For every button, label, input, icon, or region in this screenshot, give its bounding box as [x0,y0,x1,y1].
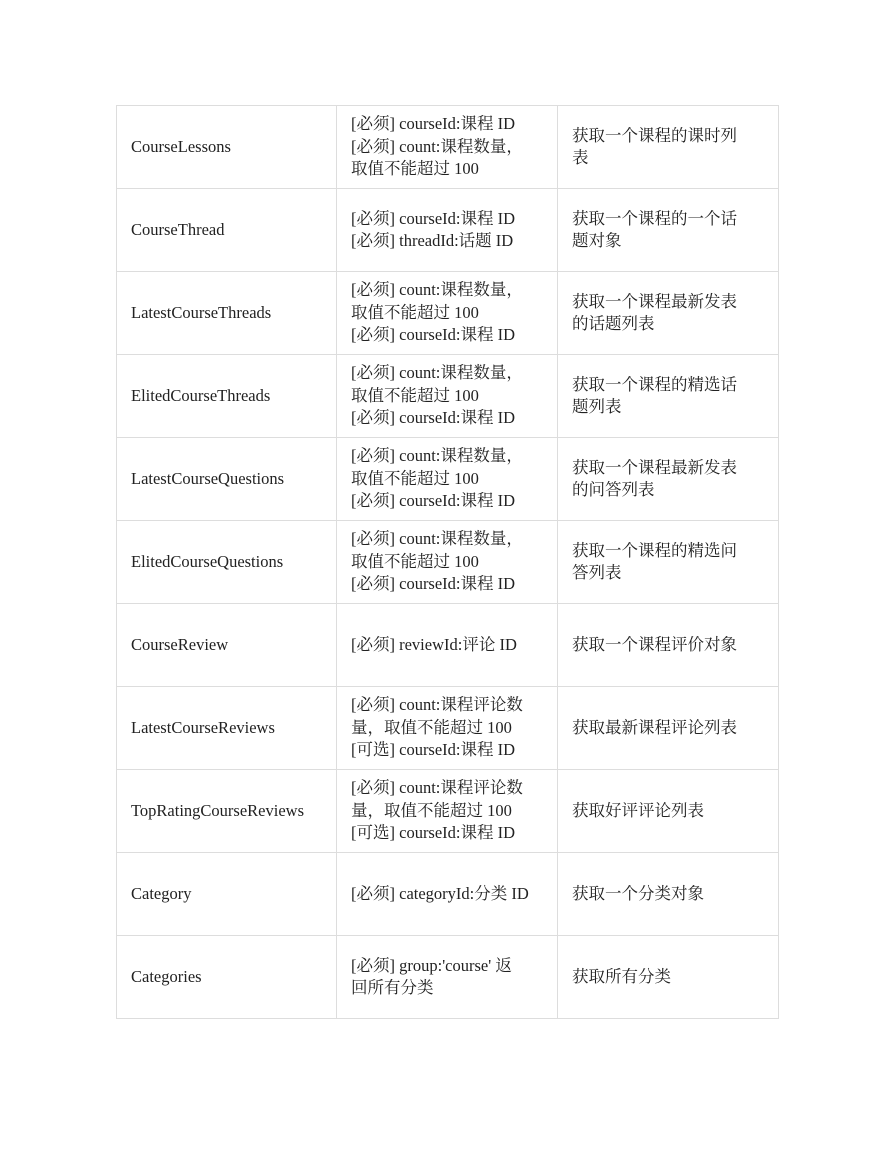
param-line: [必须] courseId:课程 ID [351,208,516,228]
table-row [117,355,779,438]
param-line: [可选] courseId:课程 ID [351,740,516,760]
api-name-cell [117,521,337,604]
table-row [117,106,779,189]
description-line: 获取一个课程的课时列 [572,125,737,145]
description-line: 表 [572,148,589,167]
description-line: 获取一个课程的精选话 [572,374,737,394]
api-name-cell [117,438,337,521]
table-row [117,521,779,604]
description-line: 获取一个课程最新发表 [572,291,737,311]
table-row [117,936,779,1019]
api-name: ElitedCourseQuestions [131,551,284,571]
param-line: [必须] count:课程数量， [351,136,523,156]
param-line: [必须] courseId:课程 ID [351,408,516,428]
description-cell [558,106,779,189]
api-name: Categories [131,966,202,986]
table-row [117,438,779,521]
description-line: 的话题列表 [572,314,655,333]
api-name-cell [117,604,337,687]
params-cell [337,770,558,853]
param-line: [必须] count:课程数量， [351,363,523,383]
param-line: [必须] group:'course' 返 [351,955,512,975]
params-cell [337,853,558,936]
description-line: 获取最新课程评论列表 [572,717,737,737]
description-cell [558,438,779,521]
param-line: [必须] courseId:课程 ID [351,114,516,134]
param-line: [必须] count:课程数量， [351,529,523,549]
description-cell [558,687,779,770]
api-name: TopRatingCourseReviews [131,800,304,820]
api-name: LatestCourseReviews [131,717,275,737]
param-line: 取值不能超过 100 [351,551,479,571]
param-line: 取值不能超过 100 [351,468,479,488]
table-row [117,272,779,355]
description-line: 获取好评评论列表 [572,800,704,820]
params-cell [337,272,558,355]
api-name-cell [117,770,337,853]
description-line: 题列表 [572,397,622,416]
description-line: 获取一个课程最新发表 [572,457,737,477]
param-line: 量，取值不能超过 100 [351,717,512,737]
api-name-cell [117,355,337,438]
description-cell [558,355,779,438]
params-cell [337,189,558,272]
description-line: 答列表 [572,563,622,582]
description-cell [558,521,779,604]
params-cell [337,438,558,521]
description-cell [558,936,779,1019]
api-name: CourseLessons [131,136,231,156]
param-line: [可选] courseId:课程 ID [351,823,516,843]
params-cell [337,106,558,189]
api-name: ElitedCourseThreads [131,385,271,405]
params-cell [337,521,558,604]
description-cell [558,604,779,687]
description-line: 获取一个课程的一个话 [572,208,737,228]
description-line: 获取一个分类对象 [572,883,704,903]
table-row [117,687,779,770]
param-line: 取值不能超过 100 [351,159,479,179]
api-name-cell [117,853,337,936]
description-line: 的问答列表 [572,480,655,499]
api-name-cell [117,106,337,189]
description-line: 题对象 [572,231,622,250]
param-line: 量，取值不能超过 100 [351,800,512,820]
param-line: [必须] reviewId:评论 ID [351,634,517,654]
param-line: [必须] categoryId:分类 ID [351,883,529,903]
api-name: LatestCourseQuestions [131,468,285,488]
description-cell [558,853,779,936]
table-row [117,770,779,853]
description-line: 获取一个课程评价对象 [572,634,737,654]
description-line: 获取所有分类 [572,966,671,986]
api-name-cell [117,272,337,355]
param-line: [必须] count:课程数量， [351,446,523,466]
param-line: [必须] courseId:课程 ID [351,574,516,594]
params-cell [337,687,558,770]
description-cell [558,189,779,272]
params-cell [337,604,558,687]
table-row [117,189,779,272]
api-name: Category [131,883,192,903]
param-line: [必须] courseId:课程 ID [351,491,516,511]
api-name-cell [117,687,337,770]
table-row [117,604,779,687]
description-line: 获取一个课程的精选问 [572,540,737,560]
api-name-cell [117,189,337,272]
param-line: [必须] courseId:课程 ID [351,325,516,345]
api-name-cell [117,936,337,1019]
param-line: 回所有分类 [351,978,434,997]
description-cell [558,770,779,853]
api-name: CourseReview [131,634,229,654]
api-name: CourseThread [131,219,225,239]
param-line: [必须] count:课程评论数 [351,778,523,798]
description-cell [558,272,779,355]
param-line: [必须] count:课程数量， [351,280,523,300]
param-line: [必须] count:课程评论数 [351,695,523,715]
api-name: LatestCourseThreads [131,302,272,322]
param-line: 取值不能超过 100 [351,385,479,405]
params-cell [337,936,558,1019]
api-table [116,105,779,1019]
table-row [117,853,779,936]
params-cell [337,355,558,438]
param-line: [必须] threadId:话题 ID [351,231,514,250]
param-line: 取值不能超过 100 [351,302,479,322]
